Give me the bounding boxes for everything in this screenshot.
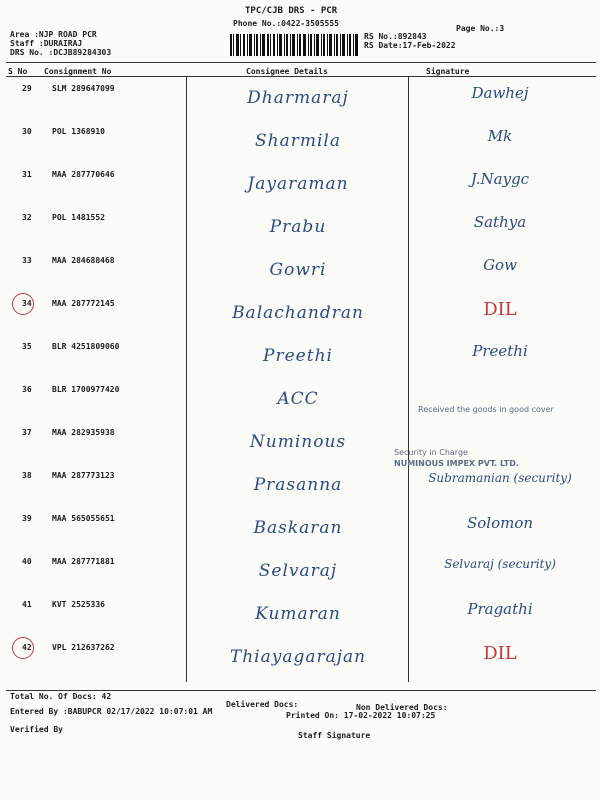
table-row (0, 293, 600, 336)
table-row (0, 508, 600, 551)
table-row (0, 551, 600, 594)
row-signature: Dawhej (471, 84, 529, 102)
row-consignment-number: MAA 287771881 (52, 557, 115, 566)
row-consignment-number: BLR 4251809060 (52, 342, 120, 351)
table-top-rule (6, 62, 596, 63)
row-signature: Mk (487, 127, 513, 145)
table-row (0, 637, 600, 680)
row-signature: Gow (483, 256, 517, 274)
row-consignee-name: Dharmaraj (247, 88, 349, 108)
row-signature: Subramanian (security) (428, 471, 572, 485)
numinous-stamp-line1: Security in Charge (394, 448, 468, 457)
row-consignee-name: Baskaran (253, 518, 343, 538)
delivered-docs: Delivered Docs: (226, 700, 299, 709)
table-row (0, 207, 600, 250)
row-serial-number: 42 (22, 643, 32, 652)
row-consignment-number: MAA 284688468 (52, 256, 115, 265)
column-header-signature: Signature (426, 67, 470, 76)
row-serial-number: 41 (22, 600, 32, 609)
staff-signature: Staff Signature (298, 731, 371, 740)
row-signature: Sathya (473, 213, 527, 231)
row-consignment-number: SLM 289647099 (52, 84, 115, 93)
row-signature: Pragathi (467, 600, 533, 618)
row-consignee-name: Thiayagarajan (229, 647, 367, 667)
row-consignment-number: POL 1481552 (52, 213, 105, 222)
numinous-stamp-line2: NUMINOUS IMPEX PVT. LTD. (394, 459, 519, 468)
page-number: Page No.:3 (456, 24, 505, 33)
row-signature: Solomon (466, 514, 534, 532)
row-consignee-name: Jayaraman (247, 174, 349, 194)
barcode (230, 34, 358, 56)
column-header-consignee: Consignee Details (246, 67, 328, 76)
row-serial-number: 32 (22, 213, 32, 222)
row-serial-number: 38 (22, 471, 32, 480)
acc-stamp: Received the goods in good cover (418, 405, 554, 414)
table-row (0, 379, 600, 422)
row-consignee-name: Numinous (249, 432, 347, 452)
table-row (0, 594, 600, 637)
row-serial-number: 33 (22, 256, 32, 265)
table-row (0, 250, 600, 293)
table-row (0, 465, 600, 508)
header-left-block (10, 30, 111, 57)
row-consignee-name: Sharmila (255, 131, 341, 151)
non-delivered-docs: Non Delivered Docs: (356, 703, 448, 712)
row-consignee-name: Balachandran (232, 303, 364, 323)
row-consignment-number: MAA 287773123 (52, 471, 115, 480)
row-consignee-name: Gowri (269, 260, 327, 280)
staff-label: Staff :DURAIRAJ (10, 39, 83, 48)
row-consignee-name: Kumaran (255, 604, 341, 624)
row-serial-number: 29 (22, 84, 32, 93)
phone-number: Phone No.:0422-3505555 (233, 19, 339, 28)
row-consignment-number: BLR 1700977420 (52, 385, 120, 394)
row-consignment-number: KVT 2525336 (52, 600, 105, 609)
row-serial-number: 34 (22, 299, 32, 308)
row-consignee-name: Selvaraj (258, 561, 338, 581)
table-header-rule (6, 76, 596, 77)
table-row (0, 164, 600, 207)
row-consignment-number: POL 1368910 (52, 127, 105, 136)
column-header-sno: S No (8, 67, 28, 76)
header-right-block (364, 32, 456, 50)
row-serial-number: 36 (22, 385, 32, 394)
row-serial-number: 40 (22, 557, 32, 566)
row-serial-number: 39 (22, 514, 32, 523)
total-docs: Total No. Of Docs: 42 (10, 692, 112, 701)
rs-date: RS Date:17-Feb-2022 (364, 41, 456, 50)
verified-by: Verified By (10, 725, 63, 734)
document-title: TPC/CJB DRS - PCR (245, 6, 338, 16)
table-row (0, 121, 600, 164)
row-serial-number: 37 (22, 428, 32, 437)
drs-number: DRS No. :DCJB89284303 (10, 48, 112, 57)
row-serial-number: 31 (22, 170, 32, 179)
printed-on: Printed On: 17-02-2022 10:07:25 (286, 711, 436, 720)
row-consignee-name: Prasanna (253, 475, 343, 495)
row-signature: DIL (483, 643, 517, 664)
row-consignment-number: MAA 282935938 (52, 428, 115, 437)
row-consignment-number: MAA 565055651 (52, 514, 115, 523)
row-serial-number: 35 (22, 342, 32, 351)
column-header-consignment: Consignment No (44, 67, 112, 76)
row-consignment-number: VPL 212637262 (52, 643, 115, 652)
row-consignee-name: ACC (277, 389, 319, 409)
entered-by: Entered By :BABUPCR 02/17/2022 10:07:01 AM (10, 707, 213, 716)
area-label: Area :NJP ROAD PCR (10, 30, 97, 39)
row-serial-number: 30 (22, 127, 32, 136)
row-signature: Preethi (472, 342, 528, 360)
footer-rule (6, 690, 596, 691)
row-consignment-number: MAA 287772145 (52, 299, 115, 308)
row-consignment-number: MAA 287770646 (52, 170, 115, 179)
row-consignee-name: Prabu (269, 217, 327, 237)
table-row (0, 336, 600, 379)
table-row (0, 78, 600, 121)
rs-number: RS No.:892843 (364, 32, 427, 41)
row-signature: DIL (483, 299, 517, 320)
row-signature: Selvaraj (security) (444, 557, 556, 571)
row-consignee-name: Preethi (263, 346, 333, 366)
row-signature: J.Naygc (470, 170, 530, 188)
